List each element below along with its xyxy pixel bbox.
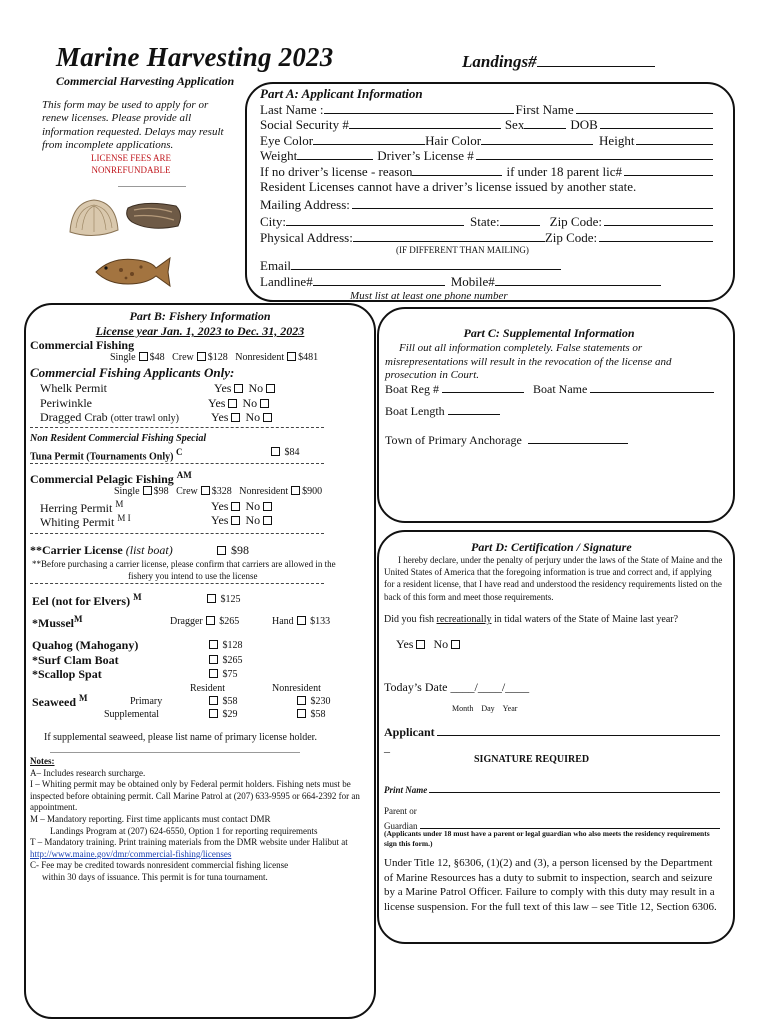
anchorage-input[interactable] [528, 433, 628, 444]
seaweed-res-primary: $58 [206, 696, 238, 707]
nonresident-header: Nonresident [272, 683, 321, 694]
tuna-permit-label: Tuna Permit (Tournaments Only) $^C$ [30, 447, 183, 463]
surf-clam-checkbox[interactable] [209, 655, 218, 664]
scallop-checkbox[interactable] [209, 669, 218, 678]
divider [30, 583, 324, 584]
first-name-input[interactable] [576, 103, 713, 114]
notes-section: Notes: A– Includes research surcharge. I – Whiting permit may be obtained only by Federal permit holders. Fishing nets must be inspected before obtaining permit. Call Marine Patrol at (207) 633-9595 or 664-2392 for an appointment. M – Mandatory reporting. First time applicants must contact DMR Landings Program at (207) 624-6550, Option 1 for reporting requirements T – Mandatory training. Print training materials from the DMR website under Halibut at http://www.maine.gov/dmr/commercial-fishing/licenses C- Fee may be credited towards nonresident commercial fishing license within 30 days of issuance. This permit is for tuna tournament. [30, 756, 374, 884]
periwinkle-yes-no: Yes No [208, 396, 271, 411]
boat-length-input[interactable] [448, 404, 500, 415]
applicant-row: Applicant [384, 725, 722, 740]
dragged-crab-label: Dragged Crab (otter trawl only) [40, 410, 179, 424]
periwinkle-yes-checkbox[interactable] [228, 399, 237, 408]
cf-crew-checkbox[interactable] [197, 352, 206, 361]
date-input[interactable]: ____/____/____ [450, 680, 530, 694]
weight-input[interactable] [297, 149, 373, 160]
nonres-special-label: Non Resident Commercial Fishing Special [30, 433, 207, 444]
mussel-dragger-checkbox[interactable] [206, 616, 215, 625]
eel-label: Eel (not for Elvers) $^M$ [32, 592, 142, 608]
print-name-input[interactable] [429, 782, 720, 793]
applicants-only-label: Commercial Fishing Applicants Only: [30, 365, 235, 380]
whelk-permit-label: Whelk Permit [40, 381, 107, 395]
herring-yes-no: Yes No [211, 499, 274, 514]
herring-yes-checkbox[interactable] [231, 502, 240, 511]
pelagic-options: Single $98 Crew $328 Nonresident $900 [114, 486, 323, 497]
commercial-fishing-label: Commercial Fishing [30, 338, 135, 352]
no-license-reason-input[interactable] [412, 165, 502, 176]
sex-input[interactable] [524, 118, 566, 129]
parent-label: Parent or [384, 806, 417, 816]
mussel-shell-icon [127, 203, 181, 228]
part-d-title: Part D: Certification / Signature [471, 540, 632, 554]
quahog-checkbox[interactable] [209, 640, 218, 649]
applicant-signature-input[interactable] [437, 725, 720, 736]
pelagic-single-checkbox[interactable] [143, 486, 152, 495]
whiting-no-checkbox[interactable] [263, 516, 272, 525]
seaweed-nonres-primary-checkbox[interactable] [297, 696, 306, 705]
cf-single-checkbox[interactable] [139, 352, 148, 361]
whiting-permit-label: Whiting Permit $^{M I}$ [40, 513, 131, 529]
scallop-label: *Scallop Spat [32, 667, 102, 681]
periwinkle-no-checkbox[interactable] [260, 399, 269, 408]
crab-yes-checkbox[interactable] [231, 413, 240, 422]
seaweed-res-supp-checkbox[interactable] [209, 709, 218, 718]
tuna-fee: $84 [268, 447, 300, 458]
boat-reg-row: Boat Reg # Boat Name [385, 382, 714, 397]
seaweed-primary-label: Primary [130, 696, 163, 707]
physical-address-input[interactable] [353, 231, 545, 242]
state-input[interactable] [500, 215, 540, 226]
part-c-warning: Fill out all information completely. False statements or misrepresentations will result in the revocation of the license and prosecution in Court. [385, 342, 672, 381]
divider [30, 427, 324, 428]
note-i: I – Whiting permit may be obtained only by Federal permit holders. Fishing nets must be inspected before obtaining permit. Call Marine Patrol at (207) 633-9595 or 664-2392 for an appointment. [30, 779, 360, 813]
divider [118, 186, 186, 187]
divider [30, 463, 324, 464]
resident-note: Resident Licenses cannot have a driver’s license issued by another state. [260, 179, 637, 194]
page-title: Marine Harvesting 2023 [56, 42, 334, 72]
part-a-title: Part A: Applicant Information [260, 86, 423, 101]
mussel-dragger: Dragger $265 [170, 616, 240, 627]
quahog-fee: $128 [206, 640, 243, 651]
whiting-yes-no: Yes No [211, 513, 274, 528]
tuna-checkbox[interactable] [271, 447, 280, 456]
if-different-note: (IF DIFFERENT THAN MAILING) [396, 245, 529, 255]
subtitle: Commercial Harvesting Application [56, 74, 235, 88]
surf-clam-fee: $265 [206, 655, 243, 666]
recreational-question: Did you fish recreationally in tidal waters of the State of Maine last year? [384, 614, 679, 625]
carrier-note-1: **Before purchasing a carrier license, please confirm that carriers are allowed in the [32, 559, 336, 569]
intro-text: This form may be used to apply for or renew licenses. Please provide all information requested. Delays may result from incomplete applications. [42, 99, 224, 152]
city-input[interactable] [286, 215, 464, 226]
licenses-link[interactable]: http://www.maine.gov/dmr/commercial-fishing/licenses [30, 848, 232, 859]
periwinkle-label: Periwinkle [40, 396, 92, 410]
declaration-text: I hereby declare, under the penalty of perjury under the laws of the State of Maine and the United States of America that the foregoing information is true and correct and, if applying for a resident license, that I have read and understood the residency requirements listed on the back of this form and meet those requirements. [384, 555, 723, 602]
whiting-yes-checkbox[interactable] [231, 516, 240, 525]
note-t: T – Mandatory training. Print training materials from the DMR website under Halibut at http://www.maine.gov/dmr/commercial-fishing/licenses [30, 837, 348, 859]
mussel-label: *Mussel$^M$ [32, 614, 83, 630]
carrier-license-label: **Carrier License (list boat) [30, 543, 173, 557]
mussel-hand-checkbox[interactable] [297, 616, 306, 625]
note-m-1: M – Mandatory reporting. First time applicants must contact DMR [30, 813, 271, 824]
hair-color-input[interactable] [481, 134, 593, 145]
seaweed-nonres-supp: $58 [294, 709, 326, 720]
herring-permit-label: Herring Permit $^M$ [40, 499, 124, 515]
applicant-dash: _ [384, 740, 390, 754]
resident-header: Resident [190, 683, 225, 694]
part-c-title: Part C: Supplemental Information [463, 326, 635, 340]
landings-label: Landings# [462, 52, 655, 72]
commercial-fishing-options: Single $48 Crew $128 Nonresident $481 [110, 352, 319, 363]
seaweed-res-supp: $29 [206, 709, 238, 720]
guardian-row: Guardian [384, 818, 722, 831]
seaweed-supplemental-label: Supplemental [104, 709, 159, 720]
zip-code-input[interactable] [604, 215, 713, 226]
pelagic-crew-checkbox[interactable] [201, 486, 210, 495]
parent-license-input[interactable] [624, 165, 713, 176]
fees-notice: LICENSE FEES ARE NONREFUNDABLE [90, 153, 171, 175]
date-labels: Month Day Year [452, 704, 518, 713]
pelagic-nonresident-checkbox[interactable] [291, 486, 300, 495]
clam-shell-icon [70, 200, 118, 236]
note-m-2: Landings Program at (207) 624-6550, Option 1 for reporting requirements [50, 825, 318, 836]
shellfish-illustrations [66, 196, 186, 292]
phone-note: Must list at least one phone number [350, 290, 508, 302]
recreational-yes-no: Yes No [396, 637, 462, 652]
eel-checkbox[interactable] [207, 594, 216, 603]
boat-name-input[interactable] [590, 382, 714, 393]
todays-date-row: Today’s Date ____/____/____ [384, 680, 530, 694]
herring-no-checkbox[interactable] [263, 502, 272, 511]
drivers-license-input[interactable] [476, 149, 713, 160]
quahog-label: Quahog (Mahogany) [32, 638, 139, 652]
signature-required: SIGNATURE REQUIRED [474, 754, 590, 765]
recreational-no-checkbox[interactable] [451, 640, 460, 649]
boat-length-row: Boat Length [385, 404, 500, 419]
anchorage-row: Town of Primary Anchorage [385, 433, 628, 448]
whelk-yes-checkbox[interactable] [234, 384, 243, 393]
dob-input[interactable] [600, 118, 713, 129]
crab-yes-no: Yes No [211, 410, 274, 425]
mobile-input[interactable] [495, 275, 661, 286]
pelagic-label: Commercial Pelagic Fishing $^{AM}$ [30, 470, 192, 486]
physical-zip-input[interactable] [599, 231, 713, 242]
whelk-yes-no: Yes No [214, 381, 277, 396]
landline-input[interactable] [313, 275, 445, 286]
primary-holder-input[interactable] [50, 752, 300, 753]
part-b-header: Part B: Fishery Information License year Jan. 1, 2023 to Dec. 31, 2023 [95, 309, 305, 338]
mussel-hand: Hand $133 [272, 616, 331, 627]
part-a-section: Part A: Applicant Information Last Name : First Name Social Security # Sex DOB Eye Color Hair Color Height Weight Driver’s License # If no driver’s license - reason if under 18 parent lic# Resident Licenses cannot have a driver’s license issued by another state. Mailing Address: City: State: Zip Code: Physical Address: Zip Code: (IF DIFFERENT THAN MAILING) Email Landline# Mobile# Must list at least one phone number [260, 86, 715, 305]
scallop-fee: $75 [206, 669, 238, 680]
cf-nonresident-checkbox[interactable] [287, 352, 296, 361]
last-name-input[interactable] [324, 103, 514, 114]
seaweed-nonres-primary: $230 [294, 696, 331, 707]
guardian-note: (Applicants under 18 must have a parent or legal guardian who also meets the residency requirements sign this form.) [384, 829, 710, 848]
print-name-row: Print Name [384, 782, 722, 795]
landings-input[interactable] [537, 56, 655, 67]
guardian-signature-input[interactable] [420, 818, 721, 829]
email-input[interactable] [291, 259, 561, 270]
recreational-yes-checkbox[interactable] [416, 640, 425, 649]
supplemental-seaweed-note: If supplemental seaweed, please list name of primary license holder. [44, 732, 317, 743]
title-12-notice: Under Title 12, §6306, (1)(2) and (3), a person licensed by the Department of Marine Resources has a duty to submit to inspection, search and seizure by a Marine Patrol Officer. Failure to comply with this duty may result in a license suspension. For the full text of this law – see Title 12, Section 6306. [384, 857, 717, 913]
surf-clam-label: *Surf Clam Boat [32, 653, 119, 667]
height-input[interactable] [636, 134, 713, 145]
note-a: A– Includes research surcharge. [30, 767, 146, 778]
flatfish-icon [96, 258, 170, 286]
eye-color-input[interactable] [313, 134, 425, 145]
carrier-note-2: fishery you intend to use the license [128, 571, 258, 581]
seaweed-res-primary-checkbox[interactable] [209, 696, 218, 705]
seaweed-nonres-supp-checkbox[interactable] [297, 709, 306, 718]
note-c-1: C- Fee may be credited towards nonresident commercial fishing license [30, 860, 289, 871]
crab-no-checkbox[interactable] [263, 413, 272, 422]
divider [30, 533, 324, 534]
boat-reg-input[interactable] [442, 382, 524, 393]
seaweed-label: Seaweed $^M$ [32, 693, 88, 709]
carrier-fee: $98 [214, 543, 249, 558]
carrier-checkbox[interactable] [217, 546, 226, 555]
note-c-2: within 30 days of issuance. This permit is for tuna tournament. [42, 871, 268, 882]
mailing-address-input[interactable] [352, 198, 713, 209]
ssn-input[interactable] [349, 118, 501, 129]
whelk-no-checkbox[interactable] [266, 384, 275, 393]
eel-fee: $125 [204, 594, 241, 605]
